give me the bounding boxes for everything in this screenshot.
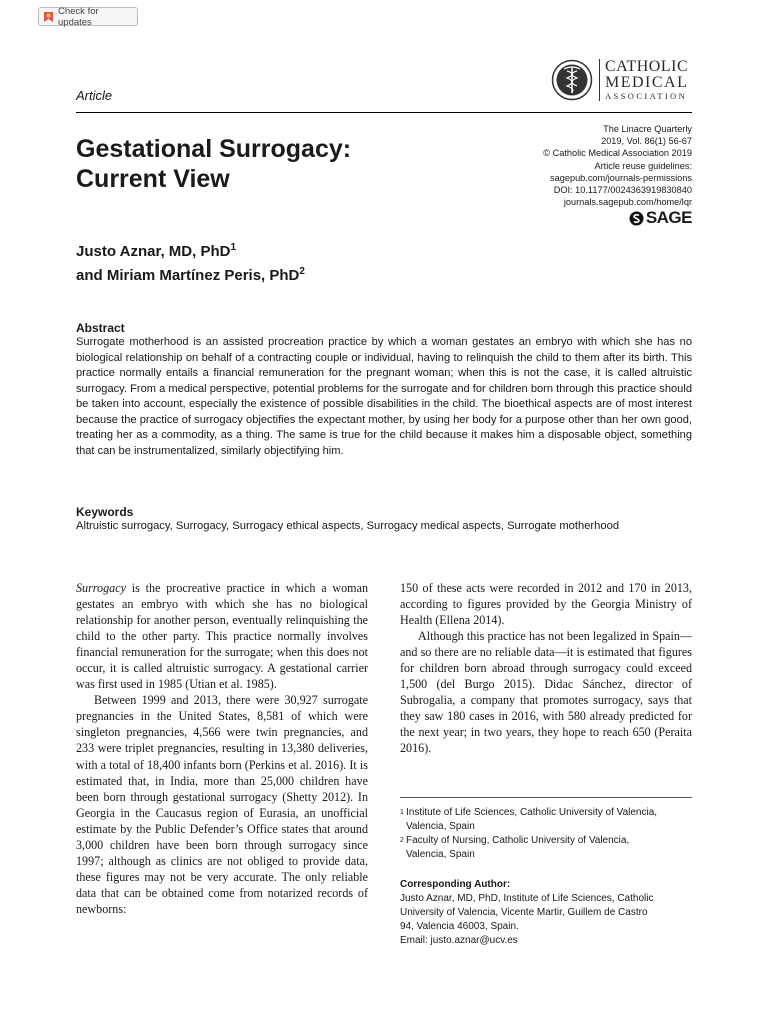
sage-mark-icon (629, 211, 644, 226)
corresponding-author-line: University of Valencia, Vicente Martir, Guillem de Castro (400, 907, 648, 918)
keywords-text: Altruistic surrogacy, Surrogacy, Surrogacy ethical aspects, Surrogacy medical aspects, Surrogate motherhood (76, 520, 620, 532)
corresponding-author-email[interactable]: Email: justo.aznar@ucv.es (400, 935, 518, 946)
affiliation-text: Valencia, Spain (406, 821, 475, 832)
abstract-text: Surrogate motherhood is an assisted procreation practice by which a woman gestates an embryo with which she has no biological relationship on behalf of a contracting couple or individual, having to relinquish the child to them after its birth. This practice normally entails a financial remuneration for the pregnant woman; when this is not the case, it is called altruistic surrogacy. From a medical perspective, potential problems for the surrogate and for children born through this practice should be taken into account, especially the existence of possible disabilities in the child. The bioethical aspects are of most interest because the practice of surrogacy objectifies the expectant mother, by using her body for a purpose other than her own good, treating her as a commodity, as a thing. The same is true for the child because it makes him a disposable object, something that can be instrumentalized, similarly objectifying him. (76, 336, 692, 457)
body-paragraph: Between 1999 and 2013, there were 30,927 surrogate pregnancies in the United States, 8,581 of which were singleton pregnancies, 4,566 were twin pregnancies, and 233 were triplet pregnancies, resulting in 13,380 deliveries, with a total of 18,400 infants born (Perkins et al. 2016). It is estimated that, in India, more than 25,000 children have been born through gestational surrogacy (Shetty 2012). In Georgia in the Caucasus region of Eurasia, an unofficial estimate by the Public Defender’s Office states that around 3,000 children have been born through surrogacy since 1997; although as clinics are not obliged to provide data, these figures may not be very accurate. The only reliable data that can be obtained come from notarized records of newborns: (76, 693, 368, 916)
crossmark-icon (43, 11, 54, 23)
logo-line-2: MEDICAL (605, 74, 689, 92)
affiliations (400, 806, 692, 862)
author-1-affiliation: 1 (230, 242, 237, 253)
doi[interactable]: DOI: 10.1177/0024363919830840 (553, 185, 692, 196)
caduceus-seal-icon (551, 59, 593, 101)
sage-logo (629, 208, 692, 228)
publisher-name: SAGE (645, 208, 692, 227)
cma-logo (551, 59, 688, 101)
corresponding-author-heading: Corresponding Author: (400, 879, 511, 890)
paragraph-text: is the procreative practice in which a woman gestates an embryo with which she has no biological relationship for another person, eventually relinquishing the child to the other party. This practice normally involves financial remuneration for the surrogate; when this does not occur, it is called altruistic surrogacy. A gestational carrier was first used in 1985 (Utian et al. 1985). (76, 581, 368, 692)
header-rule (76, 112, 692, 113)
journal-volume: 2019, Vol. 86(1) 56-67 (601, 136, 692, 147)
body-column-left (76, 580, 368, 917)
section-label: Article (76, 88, 113, 103)
abstract-heading: Abstract (76, 321, 125, 335)
body-paragraph: Although this practice has not been legalized in Spain—and so there are no reliable data—it is estimated that figures for children born abroad through surrogacy could exceed 1,500 (del Burgo 2015). Didac Sánchez, director of Subrogalia, a company that promotes surrogacy, says that they saw 180 cases in 2016, with 580 already predicted for the next year; in two years, they hope to reach 650 (Peraita 2016). (400, 629, 692, 756)
author-2-affiliation: 2 (299, 266, 305, 277)
reuse-guidelines-label: Article reuse guidelines: (594, 160, 692, 171)
footnote-rule (400, 797, 692, 798)
author-list (76, 238, 305, 286)
corresponding-author (400, 878, 692, 948)
corresponding-author-line: Justo Aznar, MD, PhD, Institute of Life Sciences, Catholic (400, 893, 654, 904)
title-line-1: Gestational Surrogacy: (76, 135, 352, 163)
surrogacy-term: Surrogacy (76, 581, 126, 595)
body-column-right (400, 580, 692, 757)
affiliation-text: Valencia, Spain (406, 849, 475, 860)
check-for-updates-label: Check for updates (58, 5, 99, 28)
journal-name: The Linacre Quarterly (603, 124, 692, 134)
article-title (76, 134, 496, 194)
logo-line-1: CATHOLIC (605, 58, 689, 76)
body-paragraph (76, 580, 368, 692)
title-line-2: Current View (76, 165, 230, 193)
body-paragraph: 150 of these acts were recorded in 2012 and 170 in 2013, according to figures provided by the Georgia Ministry of Health (Ellena 2014). (400, 581, 692, 628)
journal-info (472, 123, 692, 208)
corresponding-author-line: 94, Valencia 46003, Spain. (400, 921, 519, 932)
affiliation-1 (400, 806, 692, 834)
author-1: Justo Aznar, MD, PhD (76, 243, 231, 260)
author-2: and Miriam Martínez Peris, PhD (76, 267, 300, 284)
permissions-link[interactable]: sagepub.com/journals-permissions (550, 172, 692, 183)
journal-copyright: © Catholic Medical Association 2019 (543, 148, 692, 159)
affiliation-text: Institute of Life Sciences, Catholic University of Valencia, (406, 807, 658, 818)
affiliation-text: Faculty of Nursing, Catholic University of Valencia, (406, 835, 630, 846)
affiliation-number: 2 (400, 837, 404, 844)
keywords-heading: Keywords (76, 505, 134, 519)
check-for-updates-badge[interactable] (38, 7, 138, 26)
affiliation-2 (400, 834, 692, 862)
logo-line-3: ASSOCIATION (605, 91, 688, 102)
affiliation-number: 1 (400, 809, 404, 816)
journal-home-link[interactable]: journals.sagepub.com/home/lqr (563, 197, 692, 208)
